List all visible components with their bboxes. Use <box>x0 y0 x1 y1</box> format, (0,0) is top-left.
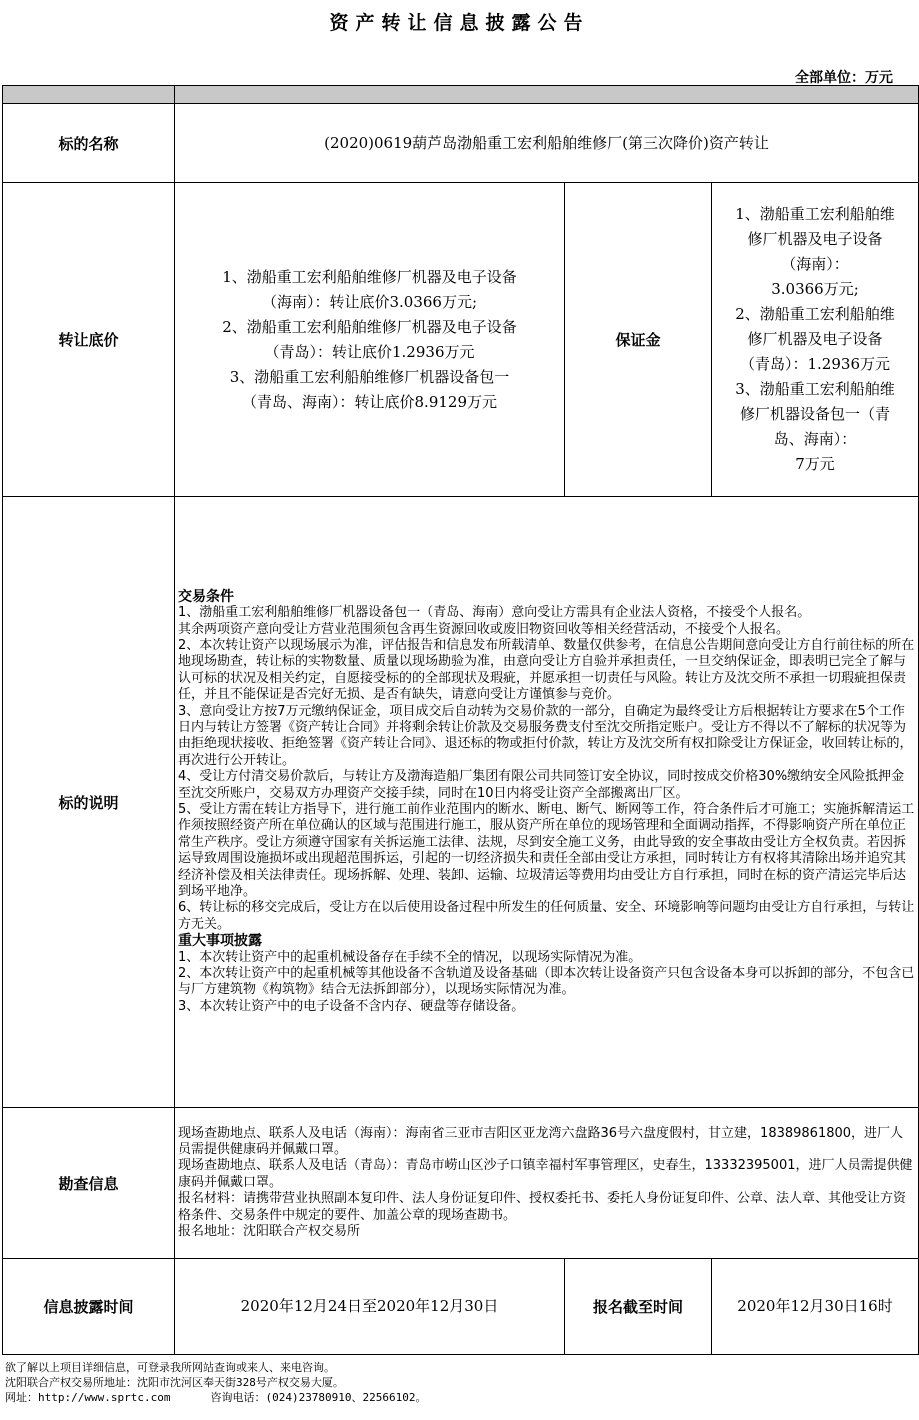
survey-item: 现场查勘地点、联系人及电话（海南）：海南省三亚市吉阳区亚龙湾六盘路36号六盘度假村，甘立建，18389861800，进厂人员需提供健康码并佩戴口罩。 <box>178 1125 904 1157</box>
deposit-line: （青岛）：1.2936万元 <box>740 355 890 373</box>
header-cell <box>175 86 919 104</box>
footer <box>5 1360 427 1405</box>
trade-condition-item: 1、渤船重工宏利船舶维修厂机器设备包一（青岛、海南）意向受让方需具有企业法人资格，不接受个人报名。 <box>178 605 811 621</box>
name-label: 标的名称 <box>3 104 175 183</box>
footer-address: 沈阳联合产权交易所地址：沈阳市沈河区奉天街328号产权交易大厦。 <box>5 1376 344 1389</box>
trade-condition-item: 其余两项资产意向受让方营业范围须包含再生资源回收或废旧物资回收等相关经营活动，不接受个人报名。 <box>178 621 790 637</box>
trade-conditions-heading: 交易条件 <box>178 588 234 605</box>
price-line: 1、渤船重工宏利船舶维修厂机器及电子设备 <box>222 267 517 286</box>
disclosure-time-value: 2020年12月24日至2020年12月30日 <box>175 1259 565 1355</box>
trade-condition-item: 6、转让标的移交完成后，受让方在以后使用设备过程中所发生的任何质量、安全、环境影响等问题均由受让方自行承担，与转让方无关。 <box>178 900 915 932</box>
header-cell <box>3 86 175 104</box>
price-line: 3、渤船重工宏利船舶维修厂机器设备包一 <box>229 367 510 386</box>
deposit-line: 3、渤船重工宏利船舶维 <box>735 380 895 398</box>
disclosure-table <box>2 85 919 1355</box>
price-line: （海南）：转让底价3.0366万元; <box>261 292 478 311</box>
trade-condition-item: 3、意向受让方按7万元缴纳保证金，项目成交后自动转为交易价款的一部分，自确定为最终受让方后根据转让方要求在5个工作日内与转让方签署《资产转让合同》并将剩余转让价款及交易服务费支付至沈交所指定账户。受让方不得以不了解标的状况等为由拒绝现状接收、拒绝签署《资产转让合同》、退还标的物或拒付价款，转让方及沈交所有权扣除受让方保证金，收回转让标的，再次进行公开转让。 <box>178 703 913 768</box>
footer-contact <box>5 1390 427 1405</box>
description-value <box>175 497 919 1108</box>
header-row <box>3 86 919 104</box>
footer-phone: 咨询电话：(024)23780910、22566102。 <box>210 1391 427 1404</box>
survey-item: 现场查勘地点、联系人及电话（青岛）：青岛市崂山区沙子口镇幸福村军事管理区，史春生，13332395001，进厂人员需提供健康码并佩戴口罩。 <box>178 1158 913 1190</box>
description-label: 标的说明 <box>3 497 175 1108</box>
footer-line: 欲了解以上项目详细信息，可登录我所网站查询或来人、来电咨询。 <box>5 1361 335 1374</box>
page-title: 资产转让信息披露公告 <box>329 12 590 34</box>
footer-website: 网址：http://www.sprtc.com <box>5 1391 171 1404</box>
deposit-line: 1、渤船重工宏利船舶维 <box>735 205 895 223</box>
price-row <box>3 183 919 497</box>
price-line: 2、渤船重工宏利船舶维修厂机器及电子设备 <box>222 317 517 336</box>
disclosure-time-label: 信息披露时间 <box>3 1259 175 1355</box>
deposit-line: 岛、海南）： <box>773 430 857 448</box>
deposit-line: 3.0366万元; <box>771 280 859 298</box>
time-row <box>3 1259 919 1355</box>
price-label: 转让底价 <box>3 183 175 497</box>
deposit-line: 2、渤船重工宏利船舶维 <box>735 305 895 323</box>
deposit-label: 保证金 <box>565 183 712 497</box>
major-matter-item: 2、本次转让资产中的起重机械等其他设备不含轨道及设备基础（即本次转让设备资产只包含设备本身可以拆卸的部分，不包含已与厂方建筑物《构筑物》结合无法拆卸部分），以现场实际情况为准。 <box>178 966 915 998</box>
description-row <box>3 497 919 1108</box>
name-value: (2020)0619葫芦岛渤船重工宏利船舶维修厂(第三次降价)资产转让 <box>175 104 919 183</box>
price-line: （青岛、海南）：转让底价8.9129万元 <box>242 392 497 411</box>
deposit-line: 7万元 <box>795 455 835 473</box>
deposit-line: 修厂机器及电子设备 <box>747 230 883 248</box>
deposit-line: 修厂机器设备包一（青 <box>740 405 891 423</box>
deposit-value <box>712 183 919 497</box>
deadline-value: 2020年12月30日16时 <box>712 1259 919 1355</box>
major-matters-heading: 重大事项披露 <box>178 933 262 950</box>
deadline-label: 报名截至时间 <box>565 1259 712 1355</box>
trade-condition-item: 2、本次转让资产以现场展示为准，评估报告和信息发布所载清单、数量仅供参考，在信息公告期间意向受让方自行前往标的所在地现场勘查，转让标的实物数量、质量以现场勘验为准，由意向受让方自验并承担责任，一旦交纳保证金，即表明已完全了解与认可标的状况及相关约定，自愿接受标的的全部现状及瑕疵，并愿承担一切责任与风险。转让方及沈交所不承担一切瑕疵担保责任，并且不能保证是否完好无损、是否有缺失，请意向受让方谨慎参与竞价。 <box>178 637 915 703</box>
survey-item: 报名地址：沈阳联合产权交易所 <box>178 1224 361 1240</box>
survey-label: 勘查信息 <box>3 1108 175 1259</box>
major-matter-item: 3、本次转让资产中的电子设备不含内存、硬盘等存储设备。 <box>178 998 525 1014</box>
survey-item: 报名材料：请携带营业执照副本复印件、法人身份证复印件、授权委托书、委托人身份证复印件、公章、法人章、其他受让方资格条件、交易条件中规定的要件、加盖公章的现场查勘书。 <box>178 1191 907 1223</box>
deposit-line: 修厂机器及电子设备 <box>747 330 883 348</box>
price-line: （青岛）：转让底价1.2936万元 <box>264 342 475 361</box>
survey-value <box>175 1108 919 1259</box>
survey-row <box>3 1108 919 1259</box>
trade-condition-item: 4、受让方付清交易价款后，与转让方及渤海造船厂集团有限公司共同签订安全协议，同时按成交价格30%缴纳安全风险抵押金至沈交所账户，交易双方办理资产交接手续，同时在10日内将受让资产全部搬离出厂区。 <box>178 769 905 801</box>
name-row <box>3 104 919 183</box>
trade-condition-item: 5、受让方需在转让方指导下，进行施工前作业范围内的断水、断电、断气、断网等工作，符合条件后才可施工；实施拆解清运工作须按照经资产所在单位确认的区域与范围进行施工，服从资产所在单位的现场管理和全面调动指挥，不得影响资产所在单位正常生产秩序。受让方须遵守国家有关拆运施工法律、法规，尽到安全施工义务，由此导致的安全事故由受让方全权负责。若因拆运导致周围设施损坏或出现超范围拆运，引起的一切经济损失和责任全部由受让方承担，同时转让方有权将其清除出场并追究其经济补偿及相关法律责任。现场拆解、处理、装卸、运输、垃圾清运等费用均由受让方自行承担，同时在标的资产清运完毕后达到场平地净。 <box>178 802 915 900</box>
major-matter-item: 1、本次转让资产中的起重机械设备存在手续不全的情况，以现场实际情况为准。 <box>178 949 642 965</box>
price-value <box>175 183 565 497</box>
unit-note: 全部单位：万元 <box>795 70 893 86</box>
deposit-line: （海南）： <box>781 255 849 273</box>
